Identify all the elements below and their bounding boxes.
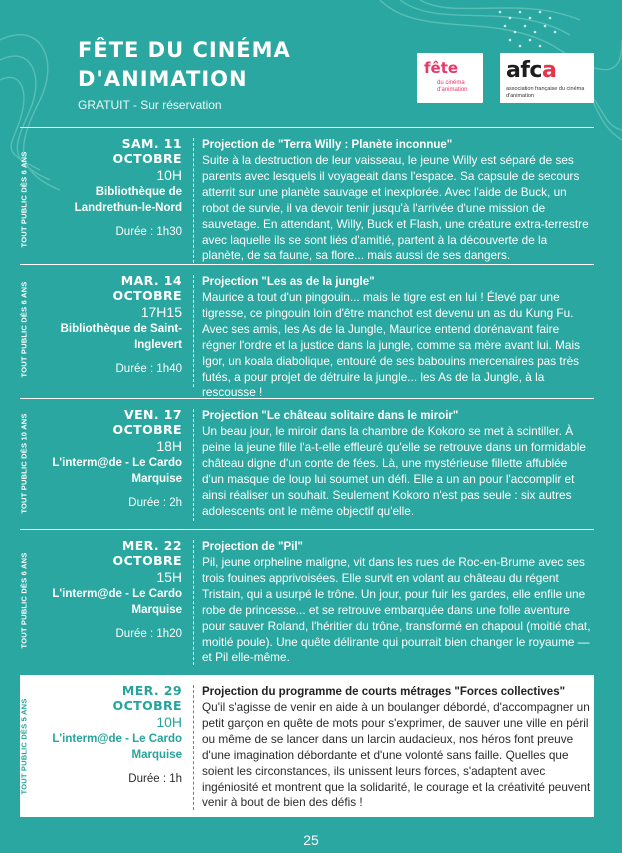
event-content [202,685,591,811]
page-number: 25 [303,832,319,848]
event-content [202,409,591,519]
event-duration: Durée : 1h30 [115,226,182,238]
event-title: Projection de "Terra Willy : Planète inconnue" [202,139,453,151]
event-info [50,538,182,640]
event-duration: Durée : 1h [128,773,182,785]
dashed-divider [193,540,194,665]
event-description: Pil, jeune orpheline maligne, vit dans les rues de Roc-en-Brume avec ses trois fouines apprivoisées. Elle survit en volant au château du régent Tristain, qui a usurpé le trône. Un jour, pour fuir les gardes, elle enfile une robe de princesse... et se retrouve embarquée dans une folle aventure pour sauver Roland, l'héritier du trône, transformé en chapoul (moitié chat, moitié poule). Une quête délirante qui pourrait bien changer le royaume — et Pil elle-même. [202,555,591,665]
fete-logo-main: fête [424,59,459,77]
audience-label: TOUT PUBLIC DÈS 6 ANS [19,281,29,377]
event-description: Suite à la destruction de leur vaisseau, le jeune Willy est séparé de ses parents avec lesquels il voyageait dans l'espace. Sa capsule de secours atterrit sur une planète sauvage et inexplorée. Avec l'aide de Buck, un robot de survie, il va devoir tenir jusqu'à l'arrivée d'une mission de sauvetage. En attendant, Willy, Buck et Flash, une créature extra-terrestre avec laquelle ils se sont liés d'amitié, partent à la découverte de la planète, de sa faune, sa flore... mais aussi de ses dangers. [202,153,589,263]
event-content [202,275,591,401]
event-title: Projection "Le château solitaire dans le miroir" [202,410,459,422]
audience-label: TOUT PUBLIC DÈS 6 ANS [19,151,29,247]
page-header [78,36,398,112]
event-date: MER. 29 OCTOBRE [112,683,182,713]
event-title: Projection "Les as de la jungle" [202,276,375,288]
event-info [50,273,182,375]
event-info [50,136,182,238]
event-duration: Durée : 1h40 [115,363,182,375]
title-line-2: D'ANIMATION [78,67,248,91]
event-title: Projection de "Pil" [202,541,304,553]
fete-logo-sub: du cinéma d'animation [437,80,468,93]
afca-logo-main: afca [506,58,557,83]
event-block-4 [20,529,594,670]
event-description: Maurice a tout d'un pingouin... mais le tigre est en lui ! Élevé par une tigresse, ce pingouin loin d'être manchot est devenu un as du Kung Fu. Avec ses amis, les As de la Jungle, Maurice entend dorénavant faire régner l'ordre et la justice dans la jungle, comme sa mère avant lui. Mais Igor, un koala diabolique, entouré de ses babouins mercenaires pas très futés, a pour projet de détruire la jungle... les As de la Jungle, à la rescousse ! [202,290,580,400]
event-time: 15H [156,569,182,585]
event-info [50,683,182,785]
dashed-divider [193,275,194,387]
event-date: MAR. 14 OCTOBRE [112,273,182,303]
event-place: Bibliothèque de Saint-Inglevert [60,323,182,351]
event-date: SAM. 11 OCTOBRE [112,136,182,166]
event-description: Un beau jour, le miroir dans la chambre de Kokoro se met à scintiller. À peine la jeune fille l'a-t-elle effleuré qu'elle se retrouve dans un formidable château digne d'un conte de fées. Là, une mystérieuse fillette affublée d'un masque de loup lui soumet un défi. Elle a un an pour l'accomplir et ainsi réaliser un souhait. Seulement Kokoro n'est pas seule : six autres adolescents ont le même objectif qu'elle. [202,424,586,518]
page-title [78,36,398,94]
event-place: Bibliothèque de Landrethun-le-Nord [74,186,182,214]
event-info [50,407,182,509]
event-block-5 [20,675,594,817]
audience-label: TOUT PUBLIC DÈS 5 ANS [19,698,29,794]
event-place: L'interm@de - Le Cardo Marquise [52,733,182,761]
event-block-1 [20,127,594,270]
event-time: 10H [156,167,182,183]
event-time: 17H15 [140,304,182,320]
event-place: L'interm@de - Le Cardo Marquise [52,588,182,616]
dashed-divider [193,685,194,810]
event-duration: Durée : 1h20 [115,628,182,640]
event-date: MER. 22 OCTOBRE [112,538,182,568]
event-time: 18H [156,438,182,454]
event-content [202,138,591,264]
afca-logo [500,53,594,103]
event-description: Qu'il s'agisse de venir en aide à un boulanger débordé, d'accompagner un petit garçon en quête de mots pour s'exprimer, de sauver une ville en péril ou même de se lancer dans un larcin audacieux, nos héros font preuve d'une imagination débordante et d'une volonté sans faille. Quelles que soient les circonstances, ils unissent leurs forces, s'adaptent avec ingéniosité et montrent que la solidarité, le courage et la créativité peuvent venir à bout de bien des défis ! [202,700,591,810]
event-date: VEN. 17 OCTOBRE [112,407,182,437]
fete-cinema-logo [417,53,483,103]
event-content [202,540,591,666]
audience-label: TOUT PUBLIC DÈS 10 ANS [19,412,29,514]
audience-label: TOUT PUBLIC DÈS 6 ANS [19,552,29,648]
event-title: Projection du programme de courts métrages "Forces collectives" [202,686,566,698]
event-place: L'interm@de - Le Cardo Marquise [52,457,182,485]
event-block-2 [19,264,594,400]
event-time: 10H [156,714,182,730]
page-subtitle: GRATUIT - Sur réservation [78,98,222,112]
afca-logo-sub: association française du cinéma d'animation [506,86,585,99]
title-line-1: FÊTE DU CINÉMA [78,38,291,62]
event-duration: Durée : 2h [128,497,182,509]
dashed-divider [193,409,194,521]
dashed-divider [193,138,194,263]
event-block-3 [20,398,594,527]
